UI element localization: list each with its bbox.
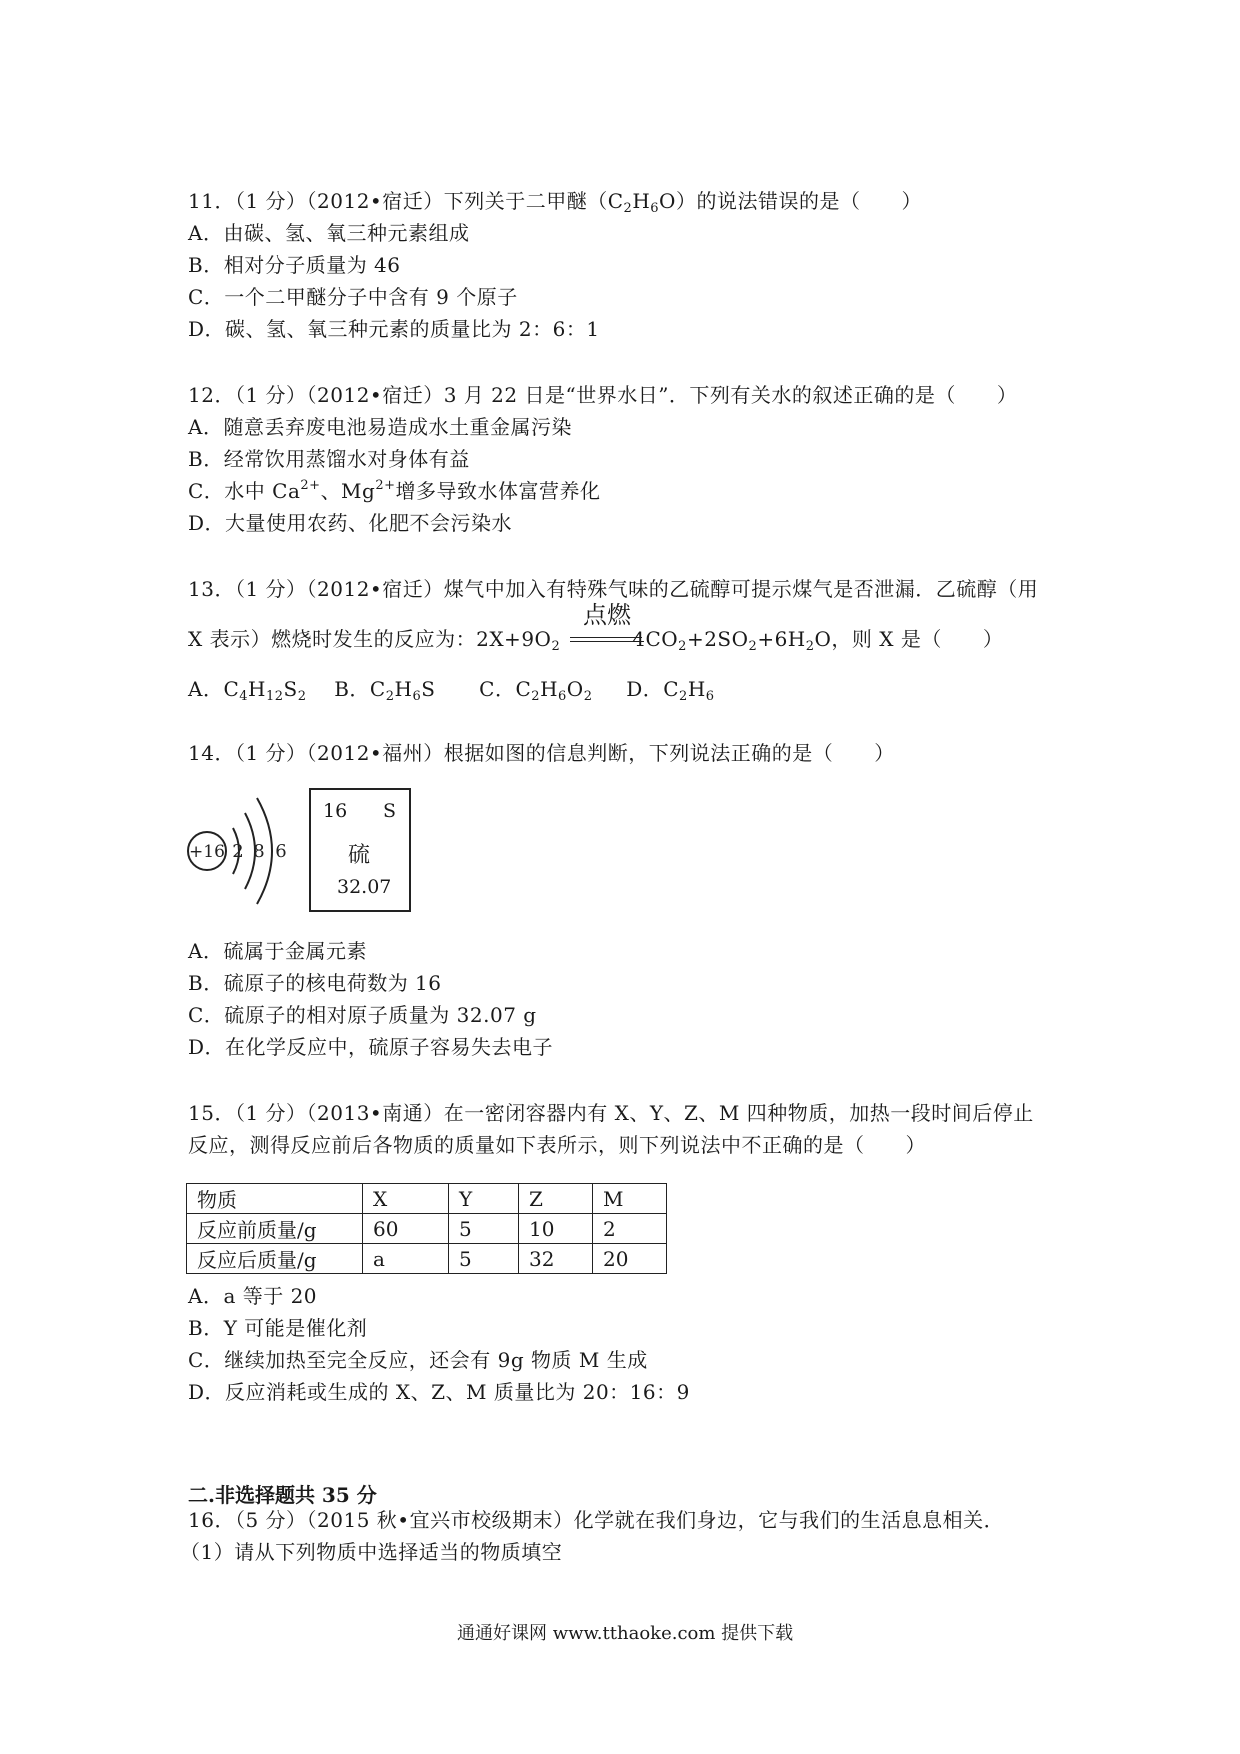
table-cell: 5 — [449, 1244, 519, 1274]
page-footer: 通通好课网 www.tthaoke.com 提供下载 — [457, 1623, 794, 1644]
shell-1-electrons: 2 — [232, 841, 244, 862]
sulfur-atom-structure-diagram — [185, 786, 305, 916]
shell-3-electrons: 6 — [275, 841, 287, 862]
q16-subquestion-1: （1）请从下列物质中选择适当的物质填空 — [180, 1540, 563, 1564]
q15-option-d: D．反应消耗或生成的 X、Z、M 质量比为 20：16：9 — [188, 1380, 690, 1404]
q14-stem: 14．（1 分）（2012•福州）根据如图的信息判断，下列说法正确的是（ ） — [188, 741, 895, 765]
q11-option-c: C．一个二甲醚分子中含有 9 个原子 — [188, 285, 518, 309]
shell-2-electrons: 8 — [253, 841, 265, 862]
periodic-table-cell — [309, 788, 411, 912]
q13-option-a: A．$C_4H_{12}S_2$ — [188, 677, 307, 704]
table-header-cell: 物质 — [187, 1184, 363, 1214]
table-cell: 2 — [593, 1214, 667, 1244]
table-cell: 5 — [449, 1214, 519, 1244]
q12-stem: 12．（1 分）（2012•宿迁）3 月 22 日是“世界水日”．下列有关水的叙述正确的是（ ） — [188, 383, 1018, 407]
q16-stem: 16．（5 分）（2015 秋•宜兴市校级期末）化学就在我们身边，它与我们的生活息息相关． — [188, 1508, 1005, 1532]
table-cell: 20 — [593, 1244, 667, 1274]
table-header-row — [187, 1184, 667, 1214]
table-cell: a — [363, 1244, 449, 1274]
q15-option-c: C．继续加热至完全反应，还会有 9g 物质 M 生成 — [188, 1348, 648, 1372]
q15-option-a: A．a 等于 20 — [188, 1284, 318, 1308]
q11-stem: 11．（1 分）（2012•宿迁）下列关于二甲醚$(C_2H_6O)$的说法错误的是（ ） — [188, 189, 922, 216]
q12-option-d: D．大量使用农药、化肥不会污染水 — [188, 511, 513, 535]
atomic-number: 16 — [323, 800, 348, 822]
q12-option-a: A．随意丢弃废电池易造成水土重金属污染 — [188, 415, 572, 439]
q13-stem-line2: X 表示）燃烧时发生的反应为：$2X+9O_2$ $4CO_2+2SO_2+6H_2O$，则 X 是（ ） — [188, 627, 1004, 654]
table-row — [187, 1244, 667, 1274]
q15-stem-line2: 反应，测得反应前后各物质的质量如下表所示，则下列说法中不正确的是（ ） — [188, 1133, 926, 1157]
table-cell: 反应后质量/g — [187, 1244, 363, 1274]
q14-option-d: D．在化学反应中，硫原子容易失去电子 — [188, 1035, 554, 1059]
q13-option-c: C．$C_2H_6O_2$ — [479, 677, 593, 704]
q11-option-b: B．相对分子质量为 46 — [188, 253, 401, 277]
q13-stem-line1: 13．（1 分）（2012•宿迁）煤气中加入有特殊气味的乙硫醇可提示煤气是否泄漏．乙硫醇（用 — [188, 577, 1039, 601]
table-cell: 32 — [519, 1244, 593, 1274]
q11-option-a: A．由碳、氢、氧三种元素组成 — [188, 221, 470, 245]
table-row — [187, 1214, 667, 1244]
q15-stem-line1: 15．（1 分）（2013•南通）在一密闭容器内有 X、Y、Z、M 四种物质，加热一段时间后停止 — [188, 1101, 1034, 1125]
table-header-cell: Z — [519, 1184, 593, 1214]
table-cell: 反应前质量/g — [187, 1214, 363, 1244]
mass-data-table — [186, 1183, 667, 1274]
q14-option-a: A．硫属于金属元素 — [188, 939, 367, 963]
q13-options — [188, 676, 715, 702]
table-header-cell: M — [593, 1184, 667, 1214]
table-header-cell: X — [363, 1184, 449, 1214]
q13-option-d: D．$C_2H_6$ — [626, 677, 715, 704]
q11-option-d: D．碳、氢、氧三种元素的质量比为 2：6：1 — [188, 317, 600, 341]
table-header-cell: Y — [449, 1184, 519, 1214]
q14-option-c: C．硫原子的相对原子质量为 32.07 g — [188, 1003, 537, 1027]
table-cell: 60 — [363, 1214, 449, 1244]
table-cell: 10 — [519, 1214, 593, 1244]
q13-option-b: B．$C_2H_6S$ — [334, 677, 436, 704]
q12-option-c: C．水中 $Ca^{2+}$、$Mg^{2+}$增多导致水体富营养化 — [188, 478, 601, 503]
nucleus-charge: +16 — [189, 842, 225, 862]
atomic-mass: 32.07 — [337, 876, 392, 898]
reaction-condition: 点燃 — [583, 601, 631, 629]
q15-option-b: B．Y 可能是催化剂 — [188, 1316, 368, 1340]
element-symbol: S — [383, 800, 397, 822]
section-heading: 二.非选择题共 35 分 — [188, 1483, 377, 1507]
q12-option-b: B．经常饮用蒸馏水对身体有益 — [188, 447, 470, 471]
element-name: 硫 — [348, 843, 371, 868]
q14-option-b: B．硫原子的核电荷数为 16 — [188, 971, 442, 995]
